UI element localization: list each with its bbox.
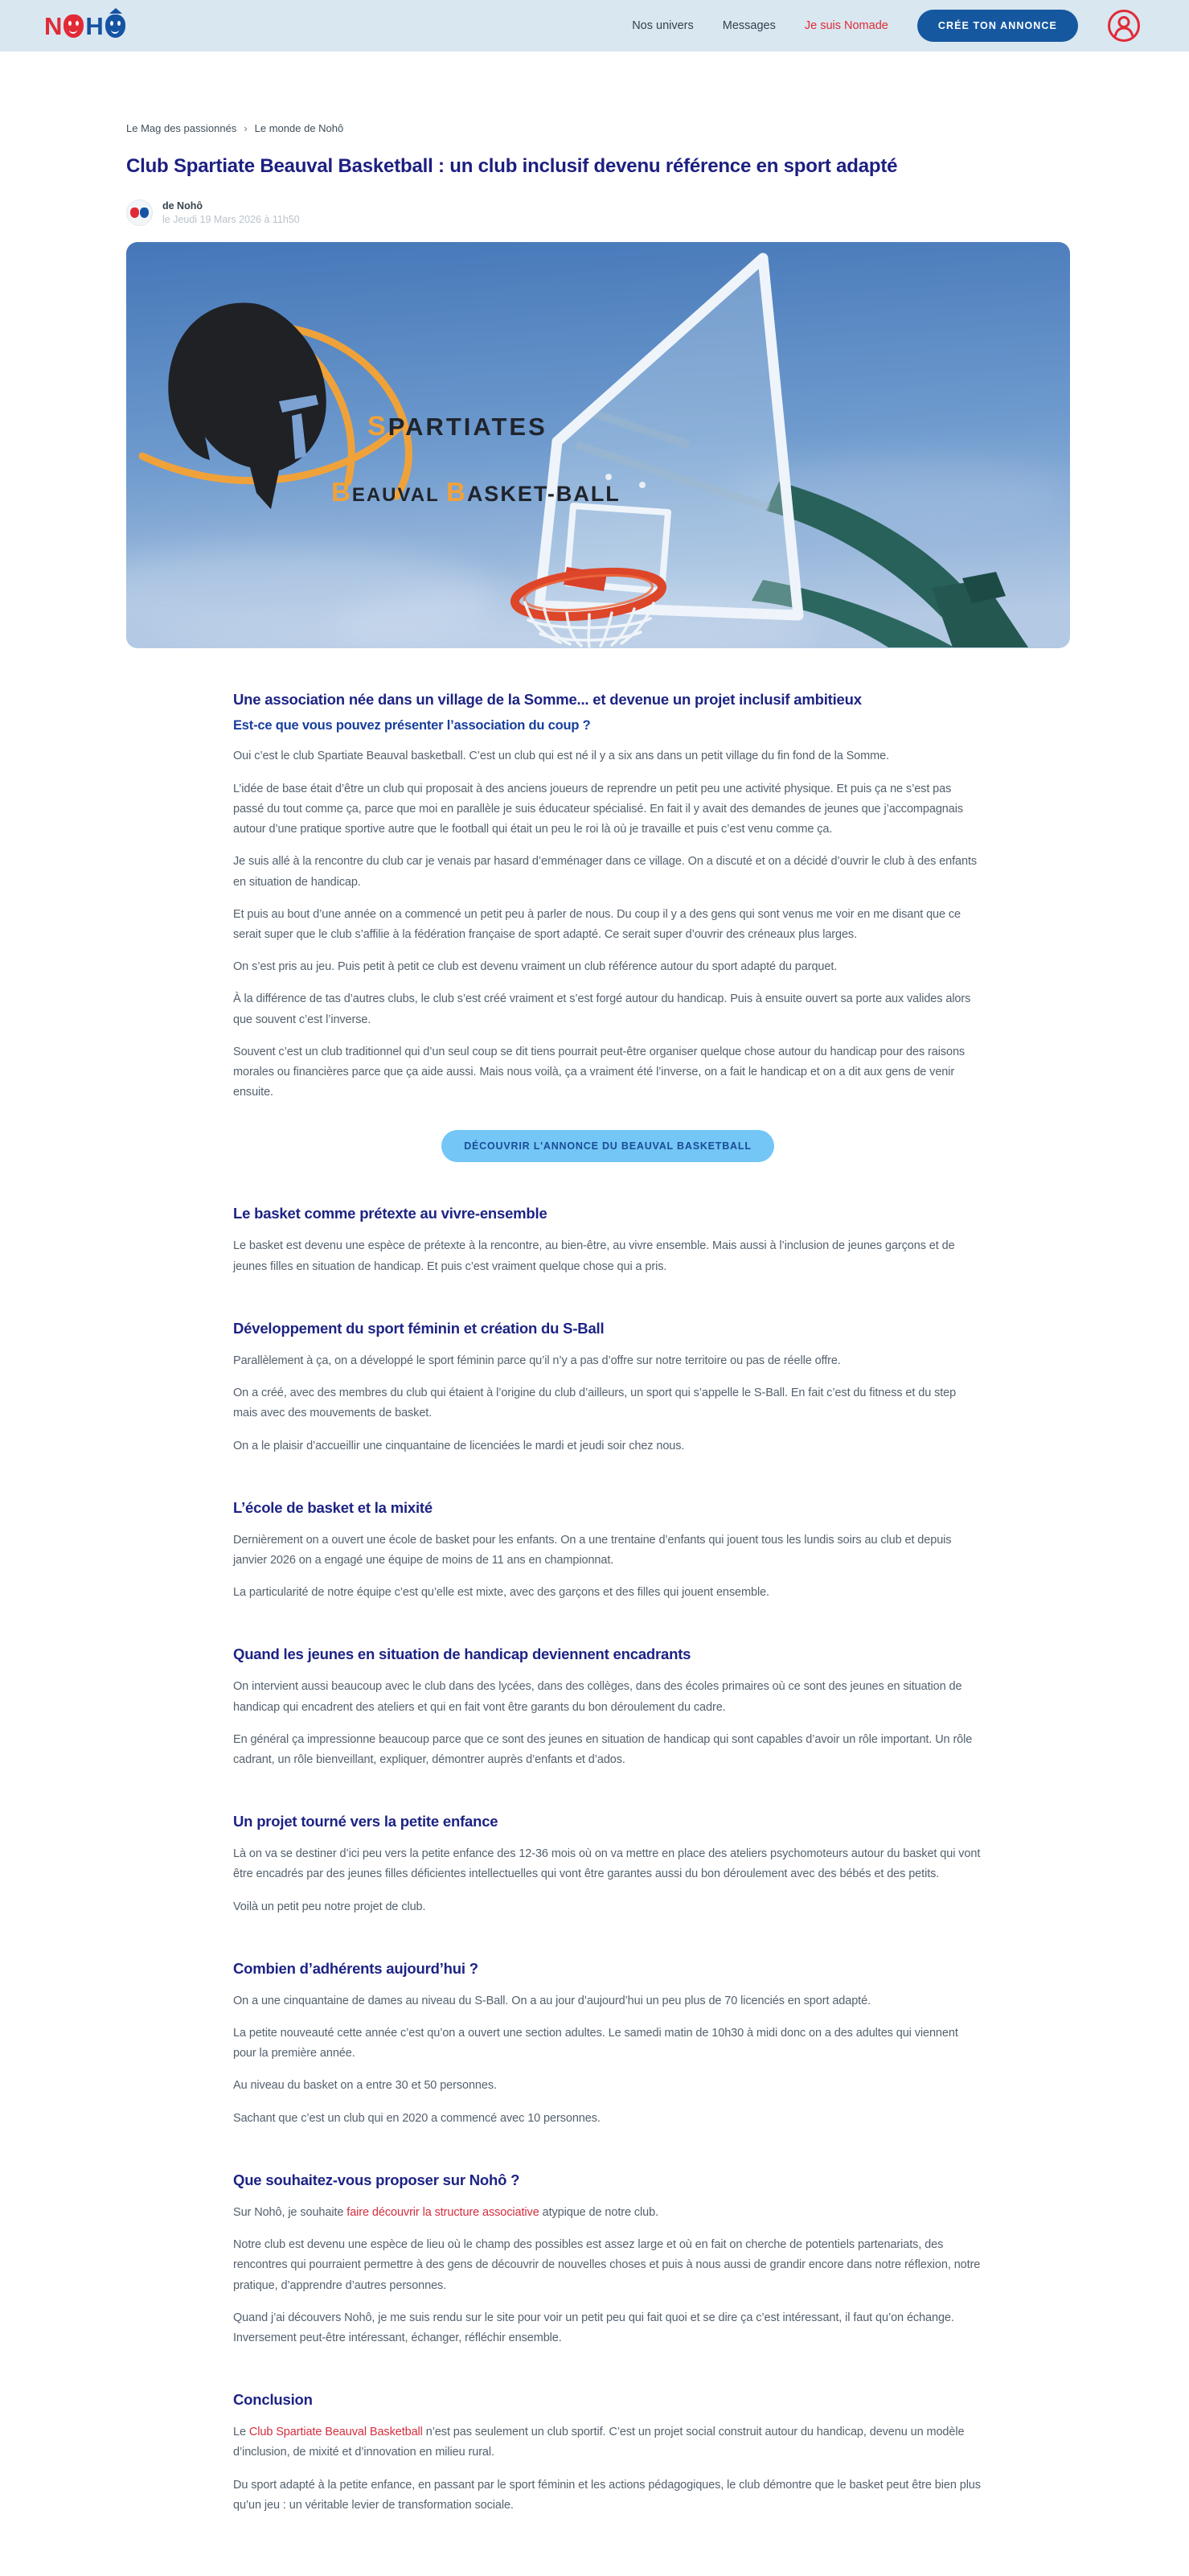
- section-heading: Est-ce que vous pouvez présenter l’association du coup ?: [233, 718, 591, 733]
- text-segment: La petite nouveauté cette année c’est qu’on a ouvert une section adultes. Le samedi matin de 10h30 à midi donc on a des adultes qui viennent pour la première année.: [233, 2027, 958, 2060]
- section-heading: L’école de basket et la mixité: [233, 1498, 433, 1516]
- paragraph: [233, 957, 982, 977]
- paragraph: [233, 2235, 982, 2296]
- section-heading: Conclusion: [233, 2391, 313, 2409]
- text-segment: Sachant que c’est un club qui en 2020 a commencé avec 10 personnes.: [233, 2111, 601, 2125]
- article-page: [0, 122, 1189, 2576]
- text-segment: Parallèlement à ça, on a développé le sport féminin parce qu’il n’y a pas d’offre sur notre territoire ou pas de réelle offre.: [233, 1354, 841, 1367]
- paragraph: [233, 2076, 982, 2096]
- nav-item-nos-univers[interactable]: Nos univers: [632, 19, 694, 32]
- paragraph: [233, 779, 982, 840]
- text-segment: Là on va se destiner d’ici peu vers la petite enfance des 12-36 mois où on va mettre en place des ateliers psychomoteurs autour du basket qui vont être encadrés par des jeunes filles déficientes intellectuelles qui vont être garantes aussi du bon déroulement avec des bébés et des petits.: [233, 1847, 981, 1881]
- text-segment: Notre club est devenu une espèce de lieu où le champ des possibles est assez large et où en fait on cherche de potentiels partenariats, des rencontres qui pourraient permettre à des gens de découvrir de nouvelles choses et puis à nous aussi de grandir encore dans notre réflexion, notre pratique, d’apprendre d’autres personnes.: [233, 2238, 981, 2292]
- inline-link[interactable]: faire découvrir la structure associative: [346, 2205, 539, 2219]
- author-avatar-red-icon: [130, 207, 139, 218]
- text-segment: La particularité de notre équipe c’est qu’elle est mixte, avec des garçons et des filles qui jouent ensemble.: [233, 1586, 769, 1600]
- header-nav: [632, 9, 1141, 43]
- noho-logo[interactable]: [44, 11, 126, 40]
- logo-letter-h: H: [85, 11, 104, 40]
- user-account-button[interactable]: [1107, 9, 1141, 43]
- logo-text-line1: SPARTIATES: [367, 411, 547, 442]
- text-segment: Oui c’est le club Spartiate Beauval basketball. C’est un club qui est né il y a six ans dans un petit village du fin fond de la Somme.: [233, 750, 889, 763]
- user-avatar-icon: [1107, 9, 1141, 43]
- author-avatar-blue-icon: [140, 207, 149, 218]
- paragraph: [233, 1042, 982, 1103]
- paragraph: [233, 1730, 982, 1770]
- breadcrumb-le-mag[interactable]: Le Mag des passionnés: [126, 122, 237, 134]
- paragraph: [233, 852, 982, 892]
- hero-image: [126, 242, 1070, 648]
- text-segment: Le basket est devenu une espèce de prétexte à la rencontre, au bien-être, au vivre ensemble. Mais aussi à l’inclusion de jeunes garçons et de jeunes filles en situation de handicap. Et puis c’est vraiment quelque chose qui a pris.: [233, 1239, 955, 1273]
- paragraph: [233, 746, 982, 766]
- top-navigation-bar: [0, 0, 1189, 51]
- cta-row: [233, 1130, 982, 1162]
- paragraph: [233, 2475, 982, 2516]
- paragraph: [233, 1844, 982, 1884]
- publish-date: le Jeudi 19 Mars 2026 à 11h50: [162, 214, 300, 226]
- nav-item-je-suis-nomade[interactable]: Je suis Nomade: [804, 19, 888, 32]
- section-heading: Quand les jeunes en situation de handicap deviennent encadrants: [233, 1645, 691, 1663]
- section-heading: Une association née dans un village de la Somme... et devenue un projet inclusif ambitieux: [233, 691, 862, 709]
- text-segment: En général ça impressionne beaucoup parce que ce sont des jeunes en situation de handicap qui sont capables d’avoir un rôle important. Un rôle cadrant, un rôle bienveillant, expliquer, démontrer auprès d’enfants et d’ados.: [233, 1732, 973, 1766]
- logo-mascot-blue-icon: [105, 14, 125, 38]
- text-segment: Sur Nohô, je souhaite: [233, 2205, 347, 2219]
- create-annonce-button[interactable]: CRÉE TON ANNONCE: [917, 10, 1078, 42]
- author-row: [126, 199, 1189, 226]
- paragraph: [233, 1991, 982, 2011]
- hero-basketball-scene: [126, 242, 1070, 648]
- paragraph: [233, 1236, 982, 1276]
- paragraph: [233, 1897, 982, 1917]
- text-segment: atypique de notre club.: [539, 2205, 659, 2219]
- text-segment: Quand j’ai découvers Nohô, je me suis rendu sur le site pour voir un petit peu qui fait quoi et se dire ça c’est intéressant, il faut qu’on échange. Inversement peut-être intéressant, échanger, réfléchir ensemble.: [233, 2311, 954, 2344]
- paragraph: [233, 989, 982, 1029]
- text-segment: À la différence de tas d’autres clubs, le club s’est créé vraiment et s’est forgé autour du handicap. Puis à ensuite ouvert sa porte aux valides alors que souvent c’est l’inverse.: [233, 992, 971, 1026]
- text-segment: L’idée de base était d’être un club qui proposait à des anciens joueurs de reprendre un petit peu une activité physique. Et puis ça ne s’est pas passé du tout comme ça, parce que moi en parallèle je suis éducateur spécialisé. En fait il y avait des demandes de jeunes que j’accompagnais autour d’une pratique sportive autre que le football qui était un peu le roi là où je travaille et puis c’est venu comme ça.: [233, 782, 963, 836]
- paragraph: [233, 2203, 982, 2223]
- paragraph: [233, 1351, 982, 1371]
- text-segment: On s’est pris au jeu. Puis petit à petit ce club est devenu vraiment un club référence autour du sport adapté du parquet.: [233, 960, 838, 974]
- section-heading: Combien d’adhérents aujourd’hui ?: [233, 1959, 478, 1977]
- text-segment: On a le plaisir d’accueillir une cinquantaine de licenciées le mardi et jeudi soir chez nous.: [233, 1439, 685, 1452]
- text-segment: Au niveau du basket on a entre 30 et 50 personnes.: [233, 2079, 497, 2093]
- text-segment: Je suis allé à la rencontre du club car je venais par hasard d’emménager dans ce village. On a discuté et on a décidé d’ouvrir le club à des enfants en situation de handicap.: [233, 855, 978, 889]
- page-title: Club Spartiate Beauval Basketball : un club inclusif devenu référence en sport adapté: [126, 155, 898, 177]
- logo-letter-n: N: [44, 11, 63, 40]
- author-avatar: [126, 199, 153, 226]
- paragraph: [233, 1436, 982, 1456]
- section-heading: Le basket comme prétexte au vivre-ensemble: [233, 1205, 547, 1222]
- breadcrumb-separator: ›: [244, 122, 248, 134]
- author-meta: [162, 200, 300, 225]
- author-name: de Nohô: [162, 200, 203, 212]
- nav-item-messages[interactable]: Messages: [722, 19, 776, 32]
- logo-text-line2: BEAUVAL BASKET-BALL: [331, 477, 621, 507]
- paragraph: [233, 1383, 982, 1424]
- text-segment: n’est pas seulement un club sportif. C’est un projet social construit autour du handicap, devenu un modèle d’inclusion, de mixité et d’innovation en milieu rural.: [233, 2426, 965, 2459]
- text-segment: Souvent c’est un club traditionnel qui d’un seul coup se dit tiens pourrait peut-être organiser quelque chose autour du handicap pour des raisons morales ou financières parce que ça aide aussi. Mais nous voilà, ça a vraiment été l’inverse, on a fait le handicap et on a dit aux gens de venir ensuite.: [233, 1045, 966, 1099]
- paragraph: [233, 2023, 982, 2064]
- inline-link[interactable]: Club Spartiate Beauval Basketball: [248, 2426, 423, 2439]
- text-segment: Dernièrement on a ouvert une école de basket pour les enfants. On a une trentaine d’enfants qui jouent tous les lundis soirs au club et depuis janvier 2026 on a engagé une équipe de moins de 11 ans en championnat.: [233, 1533, 952, 1567]
- text-segment: On intervient aussi beaucoup avec le club dans des lycées, dans des collèges, dans des écoles primaires où ce sont des jeunes en situation de handicap qui encadrent des ateliers et qui en fait vont être garants du bon déroulement du cadre.: [233, 1680, 962, 1714]
- text-segment: Le: [233, 2426, 249, 2439]
- text-segment: On a créé, avec des membres du club qui étaient à l’origine du club d’ailleurs, un sport qui s’appelle le S-Ball. En fait c’est du fitness et du step mais avec des mouvements de basket.: [233, 1387, 957, 1420]
- paragraph: [233, 1530, 982, 1571]
- paragraph: [233, 2109, 982, 2129]
- breadcrumb: [126, 122, 1189, 134]
- paragraph: [233, 905, 982, 945]
- article-body: [233, 690, 982, 2576]
- paragraph: [233, 2422, 982, 2463]
- text-segment: Du sport adapté à la petite enfance, en passant par le sport féminin et les actions pédagogiques, le club démontre que le basket peut être bien plus qu’un jeu : un véritable levier de transformation sociale.: [233, 2478, 981, 2512]
- section-heading: Un projet tourné vers la petite enfance: [233, 1813, 498, 1830]
- paragraph: [233, 1677, 982, 1717]
- discover-annonce-button[interactable]: DÉCOUVRIR L'ANNONCE DU BEAUVAL BASKETBALL: [441, 1130, 774, 1162]
- logo-mascot-red-icon: [64, 14, 84, 38]
- paragraph: [233, 1583, 982, 1603]
- text-segment: On a une cinquantaine de dames au niveau du S-Ball. On a au jour d’aujourd’hui un peu plus de 70 licenciés en sport adapté.: [233, 1994, 871, 2007]
- paragraph: [233, 2308, 982, 2348]
- text-segment: Voilà un petit peu notre projet de club.: [233, 1900, 426, 1913]
- section-heading: Que souhaitez-vous proposer sur Nohô ?: [233, 2171, 520, 2188]
- text-segment: Et puis au bout d’une année on a commencé un petit peu à parler de nous. Du coup il y a des gens qui sont venus me voir en me disant que ce serait super que le club s’affilie à la fédération française de sport adapté. Ce serait super d’ouvrir des créneaux plus larges.: [233, 907, 961, 941]
- section-heading: Développement du sport féminin et création du S-Ball: [233, 1319, 605, 1337]
- breadcrumb-le-monde-de-noho[interactable]: Le monde de Nohô: [254, 122, 344, 134]
